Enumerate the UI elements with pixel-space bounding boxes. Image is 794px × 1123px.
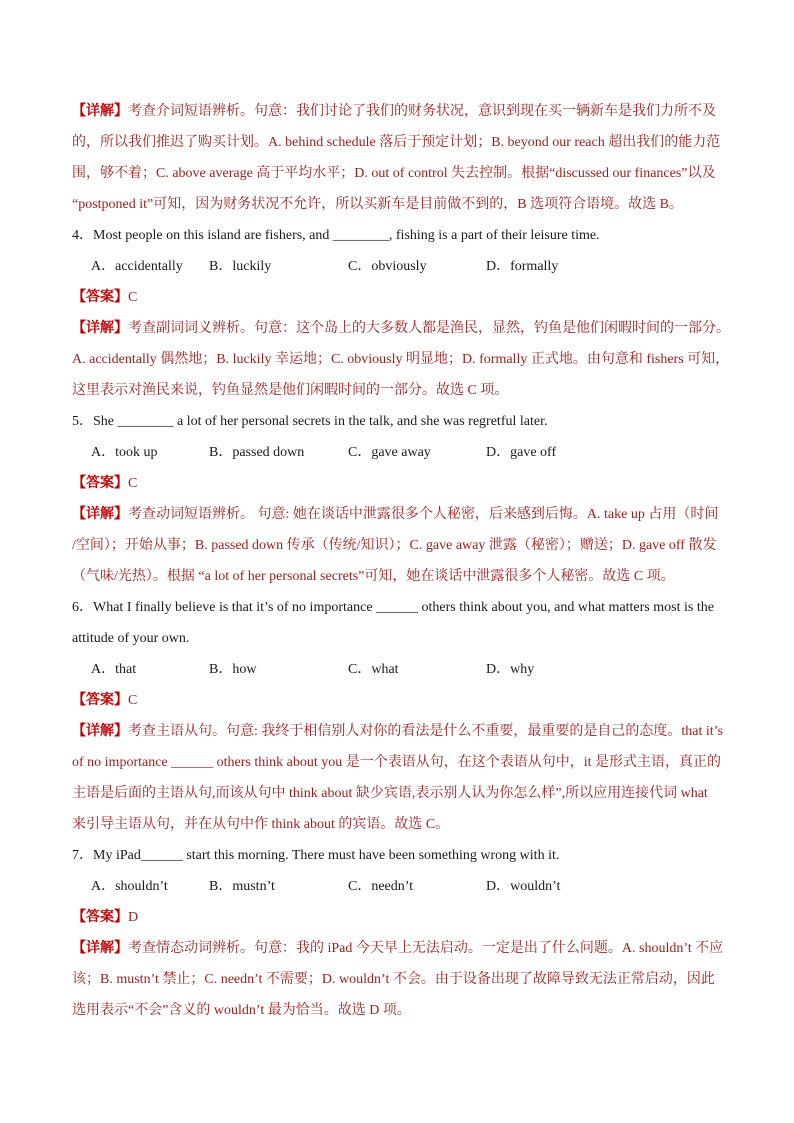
question-stem: 7．My iPad______ start this morning. There must have been something wrong with it.	[72, 848, 560, 863]
answer-line	[72, 902, 732, 933]
question-6	[72, 592, 732, 840]
option-c: C．gave away	[348, 445, 431, 460]
question-4	[72, 220, 732, 406]
answer-line	[72, 282, 732, 313]
explanation-line: “postponed it”可知，因为财务状况不允许，所以买新车是目前做不到的，B 选项符合语境。故选 B。	[72, 197, 683, 212]
explanation-line: 【详解】考查主语从句。句意: 我终于相信别人对你的看法是什么不重要，最重要的是自己的态度。that it’s	[72, 724, 723, 739]
answer-label: 【答案】	[72, 290, 128, 305]
explanation-line: 【详解】考查动词短语辨析。 句意: 她在谈话中泄露很多个人秘密，后来感到后悔。A. take up 占用（时间	[72, 507, 719, 522]
question-stem: 4．Most people on this island are fishers, and ________, fishing is a part of their leisure time.	[72, 228, 600, 243]
explanation-line: 来引导主语从句，并在从句中作 think about 的宾语。故选 C。	[72, 817, 450, 832]
question-5	[72, 406, 732, 592]
explanation-line: 该；B. mustn’t 禁止；C. needn’t 不需要；D. wouldn’t 不会。由于设备出现了故障导致无法正常启动，因此	[72, 972, 715, 987]
option-b: B．mustn’t	[209, 879, 275, 894]
question-stem: 6．What I finally believe is that it’s of no importance ______ others think about you, and what matters most is the	[72, 600, 714, 615]
answer-value: C	[128, 476, 138, 491]
explanation-line: 【详解】考查情态动词辨析。句意：我的 iPad 今天早上无法启动。一定是出了什么问题。A. shouldn’t 不应	[72, 941, 724, 956]
answer-label: 【答案】	[72, 910, 128, 925]
explanation-line: /空间）；开始从事；B. passed down 传承（传统/知识）；C. gave away 泄露（秘密）；赠送；D. gave off 散发	[72, 538, 717, 553]
intro-explanation	[72, 96, 732, 220]
option-c: C．what	[348, 662, 399, 677]
explanation-label: 【详解】	[72, 941, 128, 956]
explanation-label: 【详解】	[72, 507, 128, 522]
explanation-label: 【详解】	[72, 321, 128, 336]
option-b: B．luckily	[209, 259, 272, 274]
explanation-label: 【详解】	[72, 724, 128, 739]
explanation-label: 【详解】	[72, 104, 128, 119]
option-a: A．that	[91, 662, 137, 677]
options-row	[72, 654, 732, 685]
document-page	[72, 96, 732, 1026]
option-a: A．accidentally	[91, 259, 183, 274]
answer-value: C	[128, 290, 138, 305]
explanation-line: 【详解】考查介词短语辨析。句意：我们讨论了我们的财务状况，意识到现在买一辆新车是我们力所不及	[72, 104, 716, 119]
question-stem: attitude of your own.	[72, 631, 190, 646]
option-a: A．took up	[91, 445, 158, 460]
explanation-line: 主语是后面的主语从句,而该从句中 think about 缺少宾语,表示别人认为你怎么样”,所以应用连接代词 what	[72, 786, 708, 801]
answer-line	[72, 685, 732, 716]
option-c: C．obviously	[348, 259, 427, 274]
answer-label: 【答案】	[72, 693, 128, 708]
answer-label: 【答案】	[72, 476, 128, 491]
answer-value: D	[128, 910, 139, 925]
answer-value: C	[128, 693, 138, 708]
explanation-line: 选用表示“不会”含义的 wouldn’t 最为恰当。故选 D 项。	[72, 1003, 411, 1018]
explanation-line: of no importance ______ others think about you 是一个表语从句，在这个表语从句中，it 是形式主语，真正的	[72, 755, 722, 770]
option-d: D．gave off	[486, 445, 557, 460]
options-row	[72, 871, 732, 902]
explanation-line: 围，够不着；C. above average 高于平均水平；D. out of control 失去控制。根据“discussed our finances”以及	[72, 166, 716, 181]
options-row	[72, 437, 732, 468]
option-d: D．formally	[486, 259, 559, 274]
answer-line	[72, 468, 732, 499]
question-stem: 5．She ________ a lot of her personal secrets in the talk, and she was regretful later.	[72, 414, 548, 429]
explanation-line: 这里表示对渔民来说，钓鱼显然是他们闲暇时间的一部分。故选 C 项。	[72, 383, 509, 398]
option-c: C．needn’t	[348, 879, 414, 894]
option-a: A．shouldn’t	[91, 879, 168, 894]
option-d: D．why	[486, 662, 535, 677]
option-b: B．how	[209, 662, 257, 677]
explanation-line: 的，所以我们推迟了购买计划。A. behind schedule 落后于预定计划；B. beyond our reach 超出我们的能力范	[72, 135, 721, 150]
question-7	[72, 840, 732, 1026]
explanation-line: 【详解】考查副词词义辨析。句意：这个岛上的大多数人都是渔民，显然，钓鱼是他们闲暇时间的一部分。	[72, 321, 730, 336]
option-d: D．wouldn’t	[486, 879, 561, 894]
explanation-line: A. accidentally 偶然地；B. luckily 幸运地；C. obviously 明显地；D. formally 正式地。由句意和 fishers 可知，	[72, 352, 730, 367]
options-row	[72, 251, 732, 282]
option-b: B．passed down	[209, 445, 305, 460]
explanation-line: （气味/光热）。根据 “a lot of her personal secrets”可知，她在谈话中泄露很多个人秘密。故选 C 项。	[72, 569, 675, 584]
